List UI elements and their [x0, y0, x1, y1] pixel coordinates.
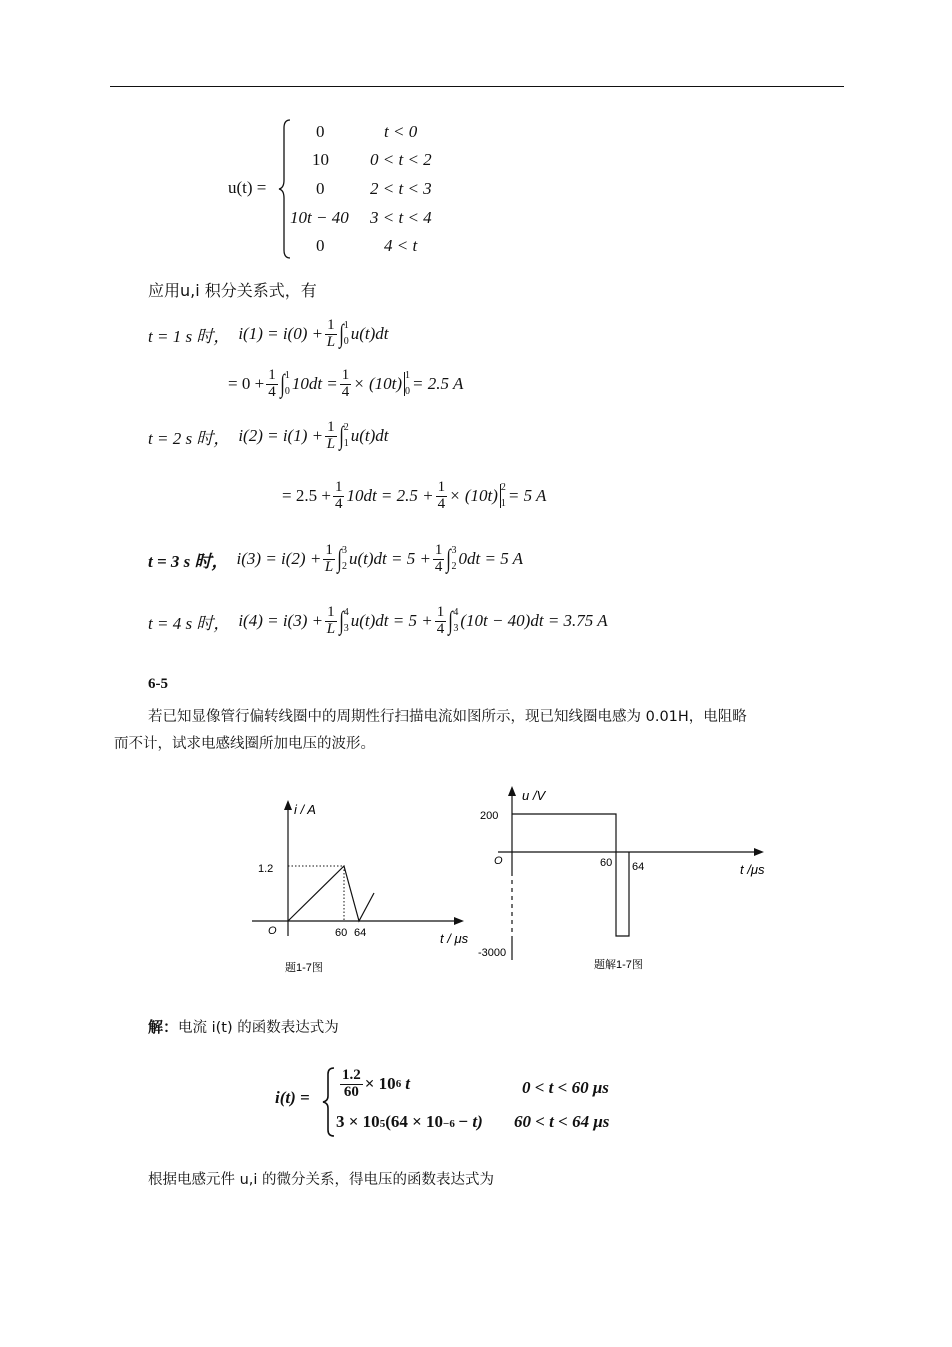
frac-1-over-4: $\frac{1}{4}$	[268, 367, 276, 400]
step2-label: t = 2 s 时，	[148, 428, 231, 448]
piecewise-value-1: 0	[316, 122, 325, 141]
x-axis-arrow	[754, 848, 764, 856]
step4-line	[148, 605, 608, 638]
row1-rest: × 10	[364, 1074, 396, 1094]
fig2-tick-y-bottom: -3000	[478, 947, 507, 959]
step4-label: t = 4 s 时，	[148, 613, 231, 633]
integral-sign: ∫	[448, 606, 454, 636]
step3-mid: u(t)dt = 5 +	[348, 549, 431, 569]
step4-eq: i(4) = i(3) +	[238, 611, 324, 631]
step2-tail: u(t)dt	[350, 426, 389, 446]
piecewise-cond-4: 3 < t < 4	[370, 208, 432, 227]
eval-limits: 2 1	[500, 482, 506, 510]
step1-label: t = 1 s 时，	[148, 326, 231, 346]
frac-1-over-4: $\frac{1}{4}$	[437, 479, 446, 512]
solution-intro-line	[148, 1016, 339, 1037]
left-brace	[278, 118, 292, 260]
frac-1-over-4: $\frac{1}{4}$	[436, 604, 445, 637]
piecewise-cond-5: 4 < t	[384, 236, 418, 255]
integral-sign: ∫	[338, 319, 344, 349]
closing-text: 根据电感元件 u,i 的微分关系，得电压的函数表达式为	[148, 1172, 495, 1188]
step4-mid: u(t)dt = 5 +	[350, 611, 433, 631]
fig1-tick-x1: 60	[335, 927, 348, 939]
solution-row2	[336, 1112, 483, 1132]
y-axis-arrow	[284, 800, 292, 810]
step1-line1	[148, 318, 389, 351]
integral-sign: ∫	[446, 544, 452, 574]
figure-voltage	[472, 784, 792, 976]
fig2-origin: O	[494, 855, 503, 867]
problem-line1: 若已知显像管行偏转线圈中的周期性行扫描电流如图所示，现已知线圈电感为 0.01H，电阻略	[148, 709, 747, 725]
solution-brace	[322, 1066, 336, 1138]
frac-1.2-over-60	[340, 1068, 363, 1101]
integral-limits: 1 0	[284, 370, 290, 398]
row2-a: 3 × 10	[336, 1112, 380, 1131]
step4-tail: (10t − 40)dt = 3.75 A	[460, 611, 608, 631]
fig2-ylabel: u /V	[522, 788, 546, 803]
integral-limits: 3 2	[451, 545, 457, 573]
problem-number: 6-5	[148, 676, 168, 692]
frac-1-over-4: $\frac{1}{4}$	[334, 479, 343, 512]
integral-sign: ∫	[338, 421, 344, 451]
row2-c: − t)	[457, 1112, 483, 1131]
frac-1-over-4: $\frac{1}{4}$	[434, 542, 443, 575]
frac-1-over-4: $\frac{1}{4}$	[341, 367, 350, 400]
fig1-tick-y: 1.2	[258, 863, 274, 875]
integral-limits: 2 1	[343, 422, 349, 450]
row1-cond: 0 < t < 60 μs	[522, 1078, 609, 1097]
piecewise-cond-2: 0 < t < 2	[370, 150, 432, 169]
step2-l2a: = 2.5 +	[282, 486, 331, 506]
fig1-caption: 题1-7图	[285, 962, 323, 974]
eval-limits: 1 0	[405, 370, 411, 398]
integral-sign: ∫	[338, 606, 344, 636]
step2-eq: i(2) = i(1) +	[238, 426, 324, 446]
integral-limits: 3 2	[341, 545, 347, 573]
fig2-xlabel: t /μs	[740, 862, 765, 877]
step1-l2a: = 0 +	[228, 374, 265, 394]
integral-limits: 1 0	[343, 320, 349, 348]
figure-current	[240, 796, 480, 976]
voltage-waveform	[512, 814, 629, 936]
integral-limits: 4 3	[343, 607, 349, 635]
row1-num: 1.2	[342, 1067, 361, 1083]
step1-l2c: × (10t)	[353, 374, 403, 394]
fig1-xlabel: t / μs	[440, 931, 469, 946]
fig2-caption: 题解1-7图	[594, 959, 643, 971]
frac-1-over-L: $\frac{1}{L}$	[326, 317, 336, 350]
step1-eq: i(1) = i(0) +	[238, 324, 324, 344]
header-rule	[110, 86, 844, 87]
apply-text: 应用u,i 积分关系式，有	[148, 281, 317, 300]
step3-label: t = 3 s 时，	[148, 551, 229, 571]
solution-intro: 电流 i(t) 的函数表达式为	[178, 1020, 339, 1036]
row2-cond: 60 < t < 64 μs	[514, 1112, 610, 1131]
row1-exp: 6	[395, 1078, 402, 1091]
row1-t: t	[405, 1074, 410, 1094]
current-waveform	[288, 866, 374, 921]
piecewise-value-3: 0	[316, 179, 325, 198]
fig1-origin: O	[268, 925, 277, 937]
y-axis-arrow	[508, 786, 516, 796]
step2-l2d: = 5 A	[507, 486, 547, 506]
solution-label: 解：	[148, 1018, 179, 1036]
row2-b: (64 × 10	[385, 1112, 444, 1131]
piecewise-value-5: 0	[316, 236, 325, 255]
piecewise-value-4: 10t − 40	[290, 208, 349, 227]
integral-sign: ∫	[337, 544, 342, 574]
fig1-tick-x2: 64	[354, 927, 367, 939]
frac-1-over-L: $\frac{1}{L}$	[326, 604, 336, 637]
step3-tail: 0dt = 5 A	[458, 549, 524, 569]
fig2-tick-x1: 60	[600, 857, 613, 869]
integral-limits: 4 3	[453, 607, 459, 635]
step1-line2	[228, 368, 463, 401]
fig2-tick-x2: 64	[632, 861, 645, 873]
x-axis-arrow	[454, 917, 464, 925]
row1-den: 60	[343, 1083, 359, 1100]
step1-l2b: 10dt =	[291, 374, 338, 394]
step2-l2c: × (10t)	[449, 486, 498, 506]
step1-l2d: = 2.5 A	[412, 374, 464, 394]
problem-line2: 而不计，试求电感线圈所加电压的波形。	[114, 736, 375, 752]
solution-lhs: i(t) =	[275, 1088, 310, 1107]
piecewise-value-2: 10	[312, 150, 329, 169]
piecewise-lhs: u(t) =	[228, 178, 267, 197]
step2-line2	[282, 480, 546, 513]
step3-eq: i(3) = i(2) +	[236, 549, 322, 569]
step3-line	[148, 543, 523, 576]
step2-line1	[148, 420, 389, 453]
fig1-ylabel: i / A	[294, 802, 316, 817]
row2-exp: 5	[379, 1118, 386, 1130]
piecewise-cond-3: 2 < t < 3	[370, 179, 432, 198]
step1-tail: u(t)dt	[350, 324, 389, 344]
frac-1-over-L: $\frac{1}{L}$	[324, 542, 334, 575]
solution-row1	[338, 1068, 410, 1101]
fig2-tick-y-top: 200	[480, 810, 499, 822]
integral-sign: ∫	[279, 369, 285, 399]
row2-exp2: −6	[443, 1118, 455, 1130]
piecewise-cond-1: t < 0	[384, 122, 418, 141]
frac-1-over-L: $\frac{1}{L}$	[326, 419, 336, 452]
step2-l2b: 10dt = 2.5 +	[346, 486, 434, 506]
